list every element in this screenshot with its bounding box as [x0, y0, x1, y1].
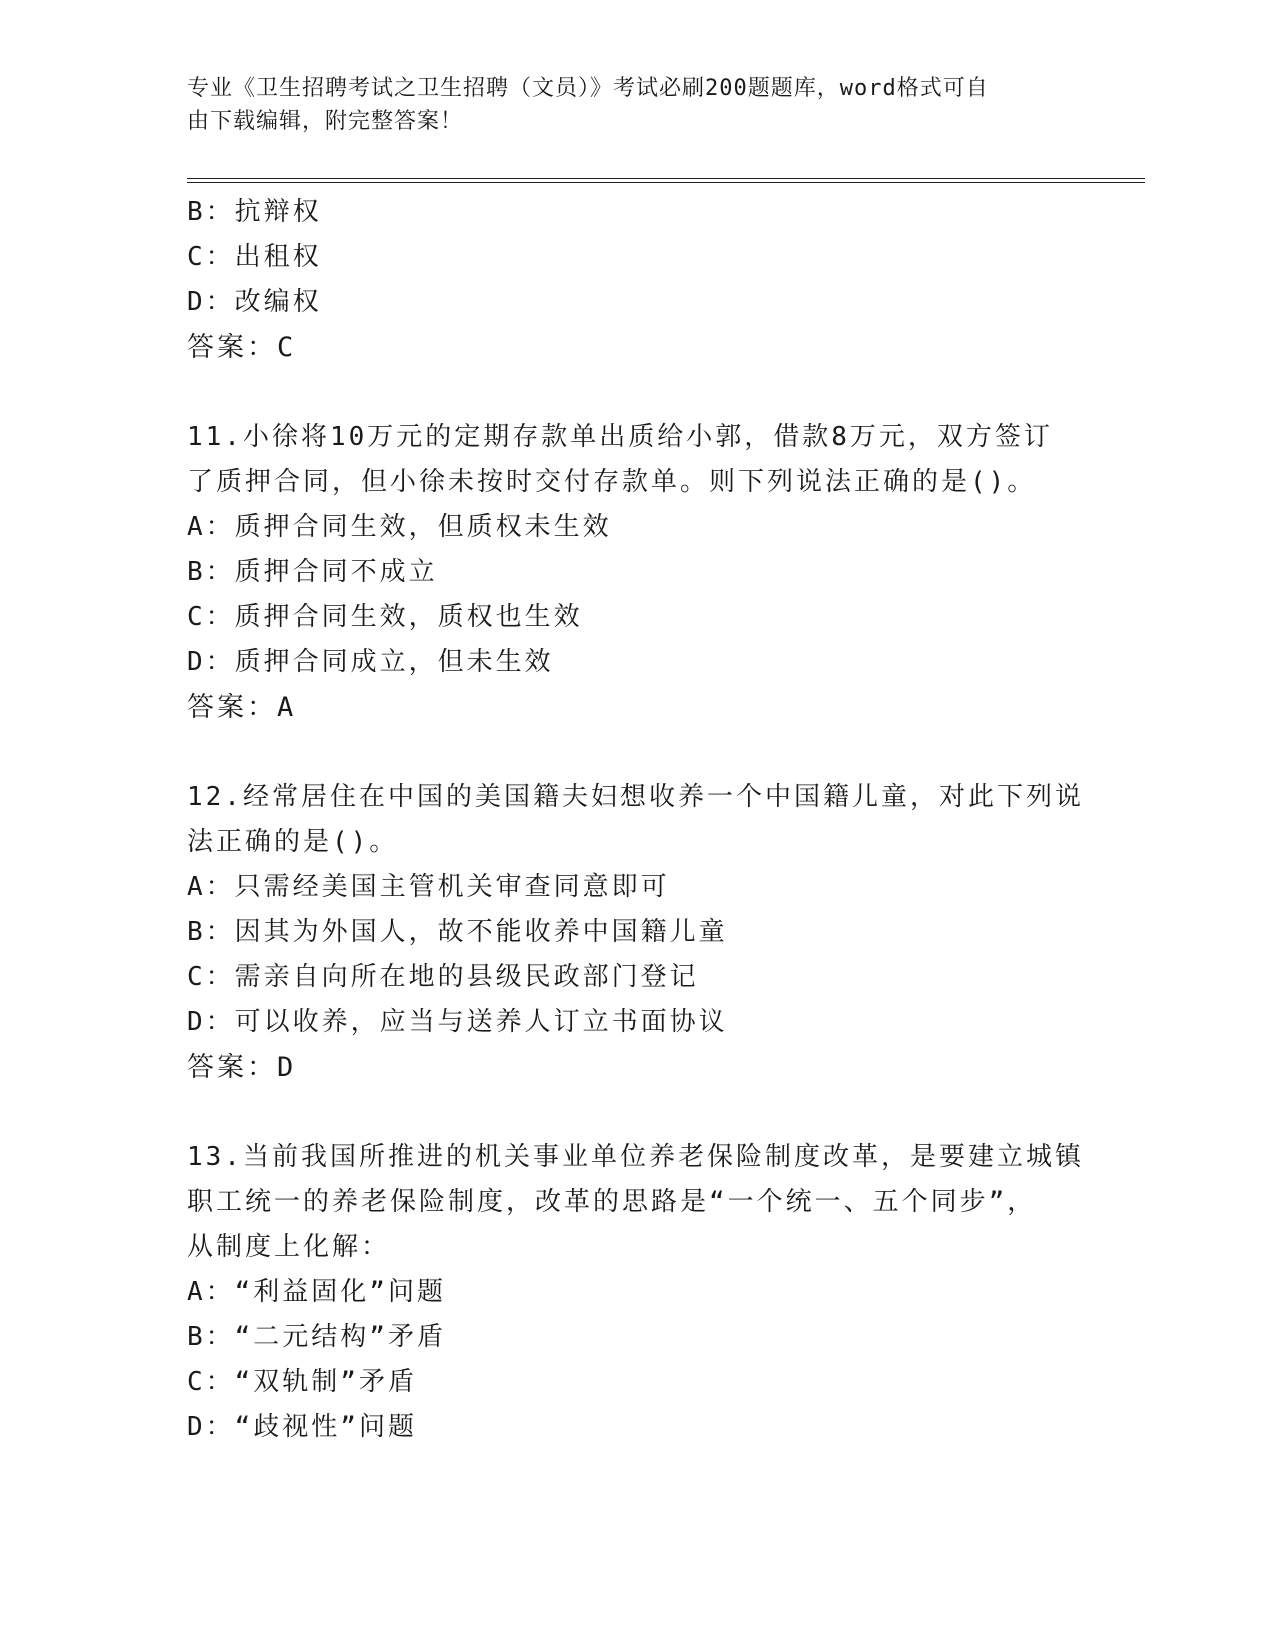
option-b: B：“二元结构”矛盾 [187, 1322, 446, 1352]
option-b: B：质押合同不成立 [187, 557, 438, 587]
answer-value: C [277, 332, 297, 363]
option-a: A：质押合同生效，但质权未生效 [187, 512, 612, 542]
option-c: C：质押合同生效，质权也生效 [187, 602, 583, 632]
question-list [187, 190, 1087, 1450]
option-d: D：改编权 [187, 287, 322, 317]
spacer [187, 370, 1087, 415]
question-10-tail [187, 190, 1087, 370]
question-stem-line: 职工统一的养老保险制度，改革的思路是“一个统一、五个同步”， [187, 1187, 1037, 1217]
option-c: C：“双轨制”矛盾 [187, 1367, 417, 1397]
option-d: D：质押合同成立，但未生效 [187, 647, 554, 677]
question-11 [187, 415, 1087, 730]
option-d: D：“歧视性”问题 [187, 1412, 417, 1442]
answer-line [187, 685, 1087, 730]
answer-value: D [277, 1052, 297, 1083]
document-header [187, 72, 1087, 138]
question-12 [187, 775, 1087, 1090]
answer-value: A [277, 692, 297, 723]
answer-label: 答案： [187, 332, 277, 363]
spacer [187, 1090, 1087, 1135]
answer-line [187, 325, 1087, 370]
option-b: B：因其为外国人，故不能收养中国籍儿童 [187, 917, 728, 947]
option-c: C：需亲自向所在地的县级民政部门登记 [187, 962, 699, 992]
header-divider-bottom [187, 182, 1145, 183]
question-stem-line: 13.当前我国所推进的机关事业单位养老保险制度改革，是要建立城镇 [187, 1142, 1084, 1172]
question-stem-line: 了质押合同，但小徐未按时交付存款单。则下列说法正确的是()。 [187, 467, 1037, 497]
header-line-2: 由下载编辑，附完整答案！ [187, 109, 464, 134]
option-b: B：抗辩权 [187, 197, 322, 227]
answer-label: 答案： [187, 1052, 277, 1083]
question-stem-line: 11.小徐将10万元的定期存款单出质给小郭，借款8万元，双方签订 [187, 422, 1053, 452]
header-divider-top [187, 178, 1145, 179]
option-a: A：只需经美国主管机关审查同意即可 [187, 872, 670, 902]
question-stem-line: 法正确的是()。 [187, 827, 399, 857]
header-line-1: 专业《卫生招聘考试之卫生招聘（文员）》考试必刷200题题库，word格式可自 [187, 76, 989, 101]
question-stem-line: 12.经常居住在中国的美国籍夫妇想收养一个中国籍儿童，对此下列说 [187, 782, 1084, 812]
option-d: D：可以收养，应当与送养人订立书面协议 [187, 1007, 728, 1037]
question-13 [187, 1135, 1087, 1450]
option-c: C：出租权 [187, 242, 322, 272]
answer-label: 答案： [187, 692, 277, 723]
option-a: A：“利益固化”问题 [187, 1277, 446, 1307]
spacer [187, 730, 1087, 775]
answer-line [187, 1045, 1087, 1090]
question-stem-line: 从制度上化解： [187, 1232, 391, 1262]
